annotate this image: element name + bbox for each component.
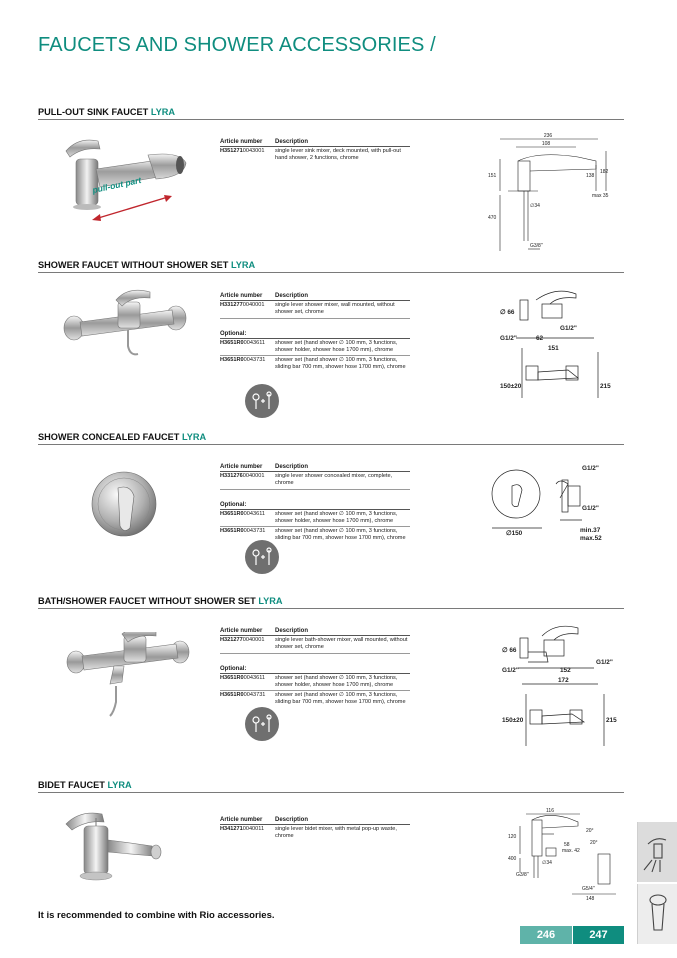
section-pull-out-sink-faucet: [38, 107, 624, 257]
article-code-suffix: 0040001: [242, 637, 265, 643]
section-bath-shower-faucet: [38, 596, 624, 766]
optional-heading: Optional:: [220, 501, 410, 510]
page-number-left: 246: [520, 926, 572, 944]
table-row: [220, 691, 410, 708]
footer-note: It is recommended to combine with Rio accessories.: [38, 910, 275, 921]
concealed-faucet-photo: [90, 466, 162, 542]
dim-g38: G3/8": [530, 243, 543, 249]
col-article-number: Article number: [220, 293, 263, 299]
dim-diameter-34: ∅34: [542, 860, 552, 866]
optional-heading: Optional:: [220, 665, 410, 674]
section-heading: [38, 260, 624, 272]
col-description: Description: [275, 139, 309, 145]
article-code-suffix: 0043731: [243, 528, 266, 535]
dim-215: 215: [600, 383, 611, 390]
optional-heading: Optional:: [220, 330, 410, 339]
table-row: [220, 339, 410, 357]
table-header: [220, 292, 410, 301]
faucet-icon: [638, 822, 677, 882]
article-description: shower set (hand shower ∅ 100 mm, 3 functions, shower holder, shower hose 1700 mm), chrome: [275, 339, 398, 353]
dim-g54: G5/4": [582, 886, 595, 892]
article-code-suffix: 0043611: [243, 674, 266, 681]
article-description: single lever sink mixer, deck mounted, with pull-out hand shower, 2 functions, chrome: [275, 148, 401, 162]
dim-diameter-150: ∅150: [506, 530, 523, 537]
dim-max-52: max.52: [580, 535, 602, 542]
table-header: [220, 138, 410, 147]
page-number-right: 247: [573, 926, 624, 944]
dim-diameter-34: ∅34: [530, 203, 540, 209]
section-heading: [38, 432, 624, 444]
article-description: shower set (hand shower ∅ 100 mm, 3 functions, sliding bar 700 mm, shower hose 1700 mm), chrome: [275, 357, 406, 371]
col-article-number: Article number: [220, 628, 263, 634]
dim-172: 172: [558, 677, 569, 684]
section-name: BATH/SHOWER FAUCET WITHOUT SHOWER SET: [38, 596, 256, 606]
brand-name: LYRA: [150, 107, 175, 117]
category-tab-faucets[interactable]: [637, 822, 677, 882]
dim-116: 116: [546, 808, 554, 814]
section-name: SHOWER FAUCET WITHOUT SHOWER SET: [38, 260, 229, 270]
shower-set-badge-icon: [245, 384, 279, 418]
dim-62: 62: [536, 335, 544, 342]
article-code-main: H321277: [220, 637, 243, 643]
bath-shower-faucet-photo: [64, 632, 194, 718]
article-table: [220, 627, 410, 708]
bidet-faucet-dimension-drawing: [506, 806, 626, 902]
table-header: [220, 627, 410, 636]
shower-faucet-photo: [60, 286, 190, 358]
dim-151: 151: [488, 173, 497, 179]
bath-shower-faucet-dimension-drawing: [498, 622, 618, 754]
brand-name: LYRA: [107, 780, 132, 790]
article-code-main: H3651R0: [220, 357, 244, 364]
dim-max-35: max 35: [592, 193, 609, 199]
article-table: [220, 816, 410, 842]
article-code-suffix: 0040001: [242, 473, 265, 479]
table-row: [220, 636, 410, 654]
dim-400: 400: [508, 856, 517, 862]
article-description: shower set (hand shower ∅ 100 mm, 3 functions, shower holder, shower hose 1700 mm), chrome: [275, 510, 398, 524]
table-row: [220, 356, 410, 373]
article-code: [220, 148, 275, 163]
article-description: shower set (hand shower ∅ 100 mm, 3 functions, sliding bar 700 mm, shower hose 1700 mm), chrome: [275, 692, 406, 706]
dim-max-42: max. 42: [562, 848, 580, 854]
category-tab-accessories[interactable]: [637, 884, 677, 944]
col-article-number: Article number: [220, 139, 263, 145]
article-table: [220, 463, 410, 544]
dim-150-20: 150±20: [500, 383, 522, 390]
article-code: [220, 637, 275, 652]
brand-name: LYRA: [258, 596, 283, 606]
article-code-suffix: 0043611: [243, 510, 266, 517]
article-description: shower set (hand shower ∅ 100 mm, 3 functions, shower holder, shower hose 1700 mm), chrome: [275, 674, 398, 688]
col-description: Description: [275, 464, 309, 470]
section-divider: [38, 444, 624, 445]
article-code-suffix: 0043001: [242, 148, 265, 154]
dim-470: 470: [488, 215, 497, 221]
dim-g38: G3/8": [516, 872, 529, 878]
page-title: FAUCETS AND SHOWER ACCESSORIES /: [38, 34, 436, 56]
article-code: [220, 692, 275, 707]
table-row: [220, 825, 410, 842]
article-description: shower set (hand shower ∅ 100 mm, 3 functions, sliding bar 700 mm, shower hose 1700 mm), chrome: [275, 528, 406, 542]
dim-g12-right: G1/2": [560, 325, 577, 332]
article-code-suffix: 0040011: [242, 826, 265, 832]
col-article-number: Article number: [220, 817, 263, 823]
article-code-main: H341271: [220, 826, 243, 832]
dim-152: 152: [560, 667, 571, 674]
article-description: single lever shower concealed mixer, complete, chrome: [275, 473, 393, 487]
dim-236: 236: [543, 133, 553, 139]
article-description: single lever bidet mixer, with metal pop-up waste, chrome: [275, 826, 397, 840]
article-code-suffix: 0043731: [243, 692, 266, 699]
dim-diameter-66: ∅ 66: [502, 647, 517, 654]
dim-g12-left: G1/2": [500, 335, 517, 342]
dim-120: 120: [508, 834, 517, 840]
col-description: Description: [275, 293, 309, 299]
section-name: BIDET FAUCET: [38, 780, 105, 790]
dim-20-deg-top: 20°: [586, 828, 594, 834]
dim-g12-right: G1/2": [582, 505, 599, 512]
article-code: [220, 357, 275, 372]
dim-g12-right: G1/2": [596, 659, 613, 666]
section-shower-concealed-faucet: [38, 432, 624, 582]
article-code-main: H331276: [220, 473, 243, 479]
dim-138: 138: [586, 173, 595, 179]
section-heading: [38, 780, 624, 792]
dim-151: 151: [548, 345, 559, 352]
article-code: [220, 511, 275, 526]
article-code-suffix: 0040001: [242, 302, 265, 308]
article-code: [220, 473, 275, 488]
shower-set-badge-icon: [245, 707, 279, 741]
article-code-main: H351271: [220, 148, 243, 154]
section-name: SHOWER CONCEALED FAUCET: [38, 432, 180, 442]
section-divider: [38, 608, 624, 609]
article-description: single lever bath-shower mixer, wall mounted, without shower set, chrome: [275, 637, 408, 651]
section-name: PULL-OUT SINK FAUCET: [38, 107, 149, 117]
dim-148: 148: [586, 896, 595, 902]
col-description: Description: [275, 817, 309, 823]
article-code: [220, 302, 275, 317]
dim-215: 215: [606, 717, 617, 724]
article-code: [220, 826, 275, 841]
article-code-main: H331277: [220, 302, 243, 308]
dim-diameter-66: ∅ 66: [500, 309, 515, 316]
article-code: [220, 675, 275, 690]
section-heading: [38, 107, 624, 119]
concealed-faucet-dimension-drawing: [490, 462, 610, 550]
dim-58: 58: [564, 842, 570, 848]
article-code-main: H3651R0: [220, 674, 244, 681]
table-row: [220, 147, 410, 164]
table-header: [220, 463, 410, 472]
section-divider: [38, 792, 624, 793]
table-row: [220, 301, 410, 319]
soap-dispenser-icon: [638, 884, 677, 944]
article-code-suffix: 0043731: [243, 357, 266, 364]
article-code-main: H3651R0: [220, 339, 244, 346]
article-description: single lever shower mixer, wall mounted, without shower set, chrome: [275, 302, 395, 316]
dim-150-20: 150±20: [502, 717, 524, 724]
article-table: [220, 292, 410, 373]
bidet-faucet-photo: [62, 810, 174, 892]
shower-faucet-dimension-drawing: [496, 282, 616, 412]
dim-20-deg-right: 20°: [590, 840, 598, 846]
article-code-suffix: 0043611: [243, 339, 266, 346]
dim-182: 182: [600, 169, 609, 175]
pull-out-arrow-icon: [90, 191, 174, 225]
dim-g12-top: G1/2": [582, 465, 599, 472]
pull-out-part-label: pull-out part: [91, 174, 143, 196]
table-row: [220, 472, 410, 490]
section-bidet-faucet: [38, 780, 624, 900]
article-code: [220, 340, 275, 355]
table-row: [220, 510, 410, 528]
table-row: [220, 674, 410, 692]
dim-min-37: min.37: [580, 527, 601, 534]
sink-faucet-dimension-drawing: [478, 131, 618, 259]
section-divider: [38, 272, 624, 273]
col-description: Description: [275, 628, 309, 634]
table-header: [220, 816, 410, 825]
article-table: [220, 138, 410, 164]
article-code-main: H3651R0: [220, 510, 244, 517]
brand-name: LYRA: [181, 432, 207, 442]
section-divider: [38, 119, 624, 120]
brand-name: LYRA: [230, 260, 256, 270]
shower-set-badge-icon: [245, 540, 279, 574]
section-heading: [38, 596, 624, 608]
dim-g12-left: G1/2": [502, 667, 519, 674]
article-code-main: H3651R0: [220, 528, 244, 535]
article-code-main: H3651R0: [220, 692, 244, 699]
dim-108: 108: [541, 141, 551, 147]
section-shower-faucet: [38, 260, 624, 420]
col-article-number: Article number: [220, 464, 263, 470]
